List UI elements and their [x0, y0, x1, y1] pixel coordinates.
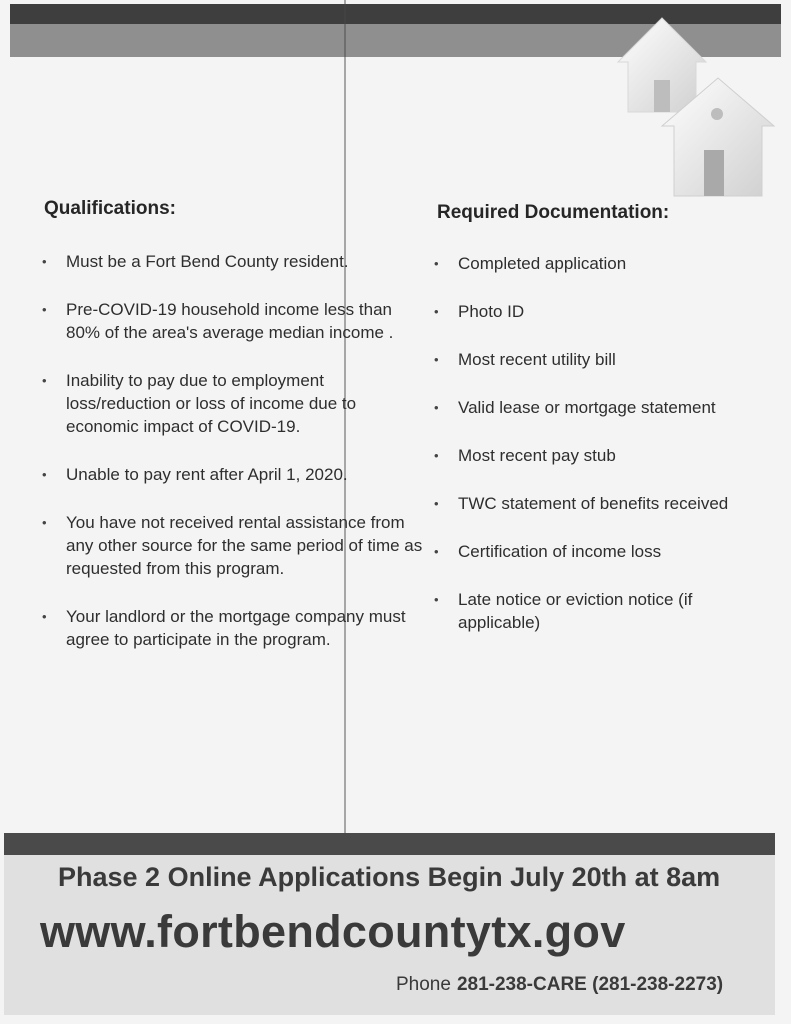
phone-number[interactable]: 281-238-CARE (281-238-2273)	[456, 974, 724, 995]
website-link[interactable]: www.fortbendcountytx.gov	[40, 906, 626, 957]
list-item: • Valid lease or mortgage statement	[434, 398, 716, 417]
bullet-icon: •	[42, 254, 47, 269]
bullet-icon: •	[434, 304, 439, 319]
phone-label: Phone	[396, 974, 451, 995]
qualifications-title: Qualifications:	[44, 198, 176, 219]
documentation-title: Required Documentation:	[437, 202, 670, 223]
phase-announcement: Phase 2 Online Applications Begin July 20th at 8am	[58, 862, 721, 892]
list-item: • Unable to pay rent after April 1, 2020.	[42, 465, 348, 484]
footer-band-dark	[4, 833, 775, 855]
bullet-icon: •	[434, 400, 439, 415]
list-item: • Pre-COVID-19 household income less than 80% of the area's average median income .	[42, 300, 394, 342]
list-item: • Must be a Fort Bend County resident.	[42, 252, 349, 271]
list-item: • You have not received rental assistance from any other source for the same period of time as requested from this program.	[42, 513, 423, 578]
bullet-icon: •	[42, 373, 47, 388]
list-item: • Late notice or eviction notice (if applicable)	[434, 590, 693, 632]
bullet-icon: •	[434, 496, 439, 511]
bullet-icon: •	[42, 609, 47, 624]
bullet-icon: •	[434, 544, 439, 559]
bullet-icon: •	[434, 352, 439, 367]
list-item: • Inability to pay due to employment loss/reduction or loss of income due to economic impact of COVID-19.	[42, 371, 357, 436]
documentation-list	[432, 252, 772, 659]
list-item: • Most recent utility bill	[434, 350, 616, 369]
houses-icon	[600, 14, 785, 204]
list-item: • Photo ID	[434, 302, 525, 321]
bullet-icon: •	[42, 515, 47, 530]
list-item: • Your landlord or the mortgage company must agree to participate in the program.	[42, 607, 406, 649]
list-item: • Certification of income loss	[434, 542, 662, 561]
bullet-icon: •	[434, 448, 439, 463]
bullet-icon: •	[434, 256, 439, 271]
list-item: • TWC statement of benefits received	[434, 494, 729, 513]
qualifications-list	[40, 250, 430, 676]
bullet-icon: •	[42, 302, 47, 317]
list-item: • Completed application	[434, 254, 627, 273]
phone-contact	[396, 974, 723, 996]
bullet-icon: •	[42, 467, 47, 482]
list-item: • Most recent pay stub	[434, 446, 616, 465]
bullet-icon: •	[434, 592, 439, 607]
